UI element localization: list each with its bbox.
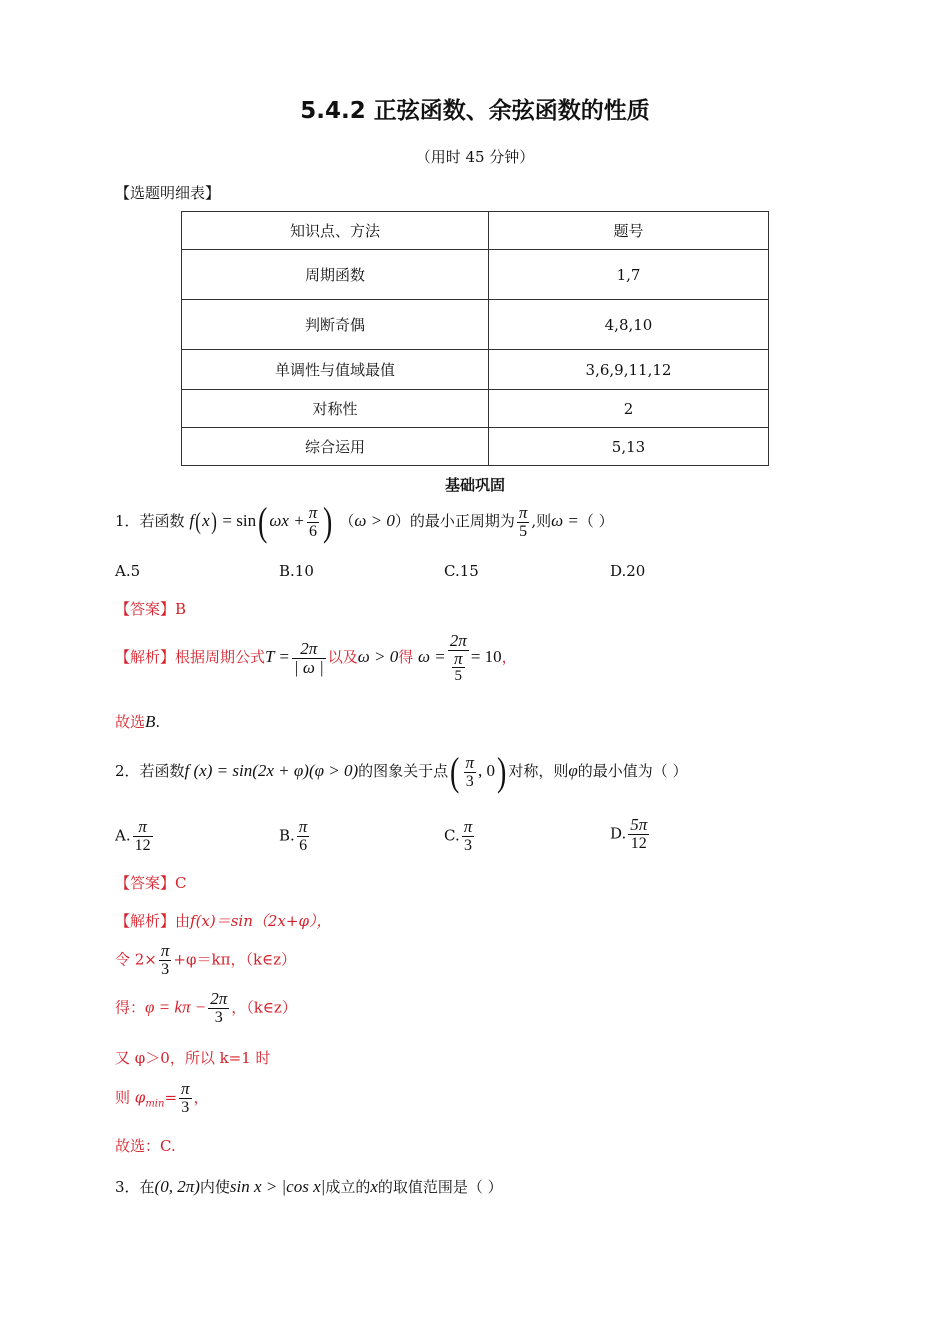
q1-eq-sin: = sin: [222, 511, 257, 530]
q1-option-c: C.15: [444, 562, 479, 580]
table-header-number: 题号: [489, 212, 769, 250]
table-cell-topic: 判断奇偶: [182, 300, 489, 350]
table-row: [182, 390, 769, 428]
q2-analysis-line-2: 令 2× $\frac{\pi}{3}$ +φ＝kπ，（k∈z）: [115, 941, 297, 978]
q2-option-a: A. $\frac{\pi}{12}$: [115, 817, 151, 854]
q1-period-formula: $\frac{2\pi}{| \omega |}$: [293, 638, 324, 677]
table-cell-number: 1,7: [489, 250, 769, 300]
q1-number: 1．若函数: [115, 512, 185, 530]
table-cell-number: 3,6,9,11,12: [489, 350, 769, 390]
table-row: [182, 350, 769, 390]
time-note: （用时 45 分钟）: [415, 148, 535, 166]
q1-answer: 【答案】B: [115, 600, 187, 618]
table-cell-number: 4,8,10: [489, 300, 769, 350]
q1-option-a: A.5: [115, 562, 141, 580]
q2-option-c: C. $\frac{\pi}{3}$: [444, 817, 473, 854]
q2-analysis-line-3: 得：φ = kπ − $\frac{2\pi}{3}$ ，（k∈z）: [115, 989, 297, 1026]
q1-blank: （ ）: [578, 512, 614, 530]
table-cell-topic: 周期函数: [182, 250, 489, 300]
q2-analysis-line-4: 又 φ＞0，所以 k=1 时: [115, 1049, 271, 1067]
q1-conclusion: 故选B.: [115, 712, 161, 731]
q1-frac-pi-5: $\frac{\pi}{5}$: [518, 502, 528, 540]
table-row: [182, 300, 769, 350]
q2-option-b: B. $\frac{\pi}{6}$: [279, 817, 308, 854]
table-row: [182, 250, 769, 300]
table-header-row: [182, 212, 769, 250]
q2-option-d: D. $\frac{5\pi}{12}$: [610, 815, 648, 852]
q1-option-b: B.10: [279, 562, 314, 580]
q2-function: f (x) = sin(2x + φ)(φ > 0): [184, 761, 359, 780]
topic-table: [181, 211, 769, 466]
question-3: 3．在(0, 2π)内使sin x > |cos x|成立的x的取值范围是（ ）: [115, 1177, 503, 1196]
table-row: [182, 428, 769, 466]
q2-analysis-line-1: 【解析】由f(x)＝sin（2x+φ），: [115, 912, 332, 930]
table-cell-topic: 单调性与值域最值: [182, 350, 489, 390]
q3-inequality: sin x > |cos x|: [229, 1177, 326, 1196]
q1-condition: ω > 0: [354, 511, 395, 530]
question-2: 2．若函数f (x) = sin(2x + φ)(φ > 0)的图象关于点( $\frac{\pi}{3}$ , 0) 对称，则φ的最小值为（ ）: [115, 749, 688, 794]
q1-omega-formula: $\frac{2\pi}{\frac{\pi}{5}}$: [449, 631, 467, 684]
q2-answer: 【答案】C: [115, 874, 187, 892]
q3-interval: (0, 2π): [154, 1177, 200, 1196]
table-cell-number: 5,13: [489, 428, 769, 466]
section-heading: 基础巩固: [444, 476, 505, 494]
q1-frac-pi-6: $\frac{\pi}{6}$: [308, 502, 318, 540]
table-cell-topic: 对称性: [182, 390, 489, 428]
q2-analysis-line-5: 则 $\varphi_{min}=$ $\frac{\pi}{3}$ ，: [115, 1079, 209, 1116]
detail-label: 【选题明细表】: [115, 184, 221, 202]
q1-option-d: D.20: [610, 562, 646, 580]
q1-omega-x: ωx +: [269, 511, 305, 530]
page-title: 5.4.2 正弦函数、余弦函数的性质: [300, 98, 650, 124]
question-1: 1．若函数 f(x) = sin( ωx + $\frac{\pi}{6}$ ) （ω > 0）的最小正周期为 $\frac{\pi}{5}$ ,则ω =（ ）: [115, 499, 614, 544]
table-cell-topic: 综合运用: [182, 428, 489, 466]
table-header-topic: 知识点、方法: [182, 212, 489, 250]
q2-conclusion: 故选：C.: [115, 1137, 176, 1155]
table-cell-number: 2: [489, 390, 769, 428]
q1-fx: f: [189, 511, 195, 530]
q1-analysis: 【解析】根据周期公式T = $\frac{2\pi}{| \omega |}$ 以及ω > 0得 ω = $\frac{2\pi}{\frac{\pi}{5}}$ = 10，: [115, 631, 517, 684]
